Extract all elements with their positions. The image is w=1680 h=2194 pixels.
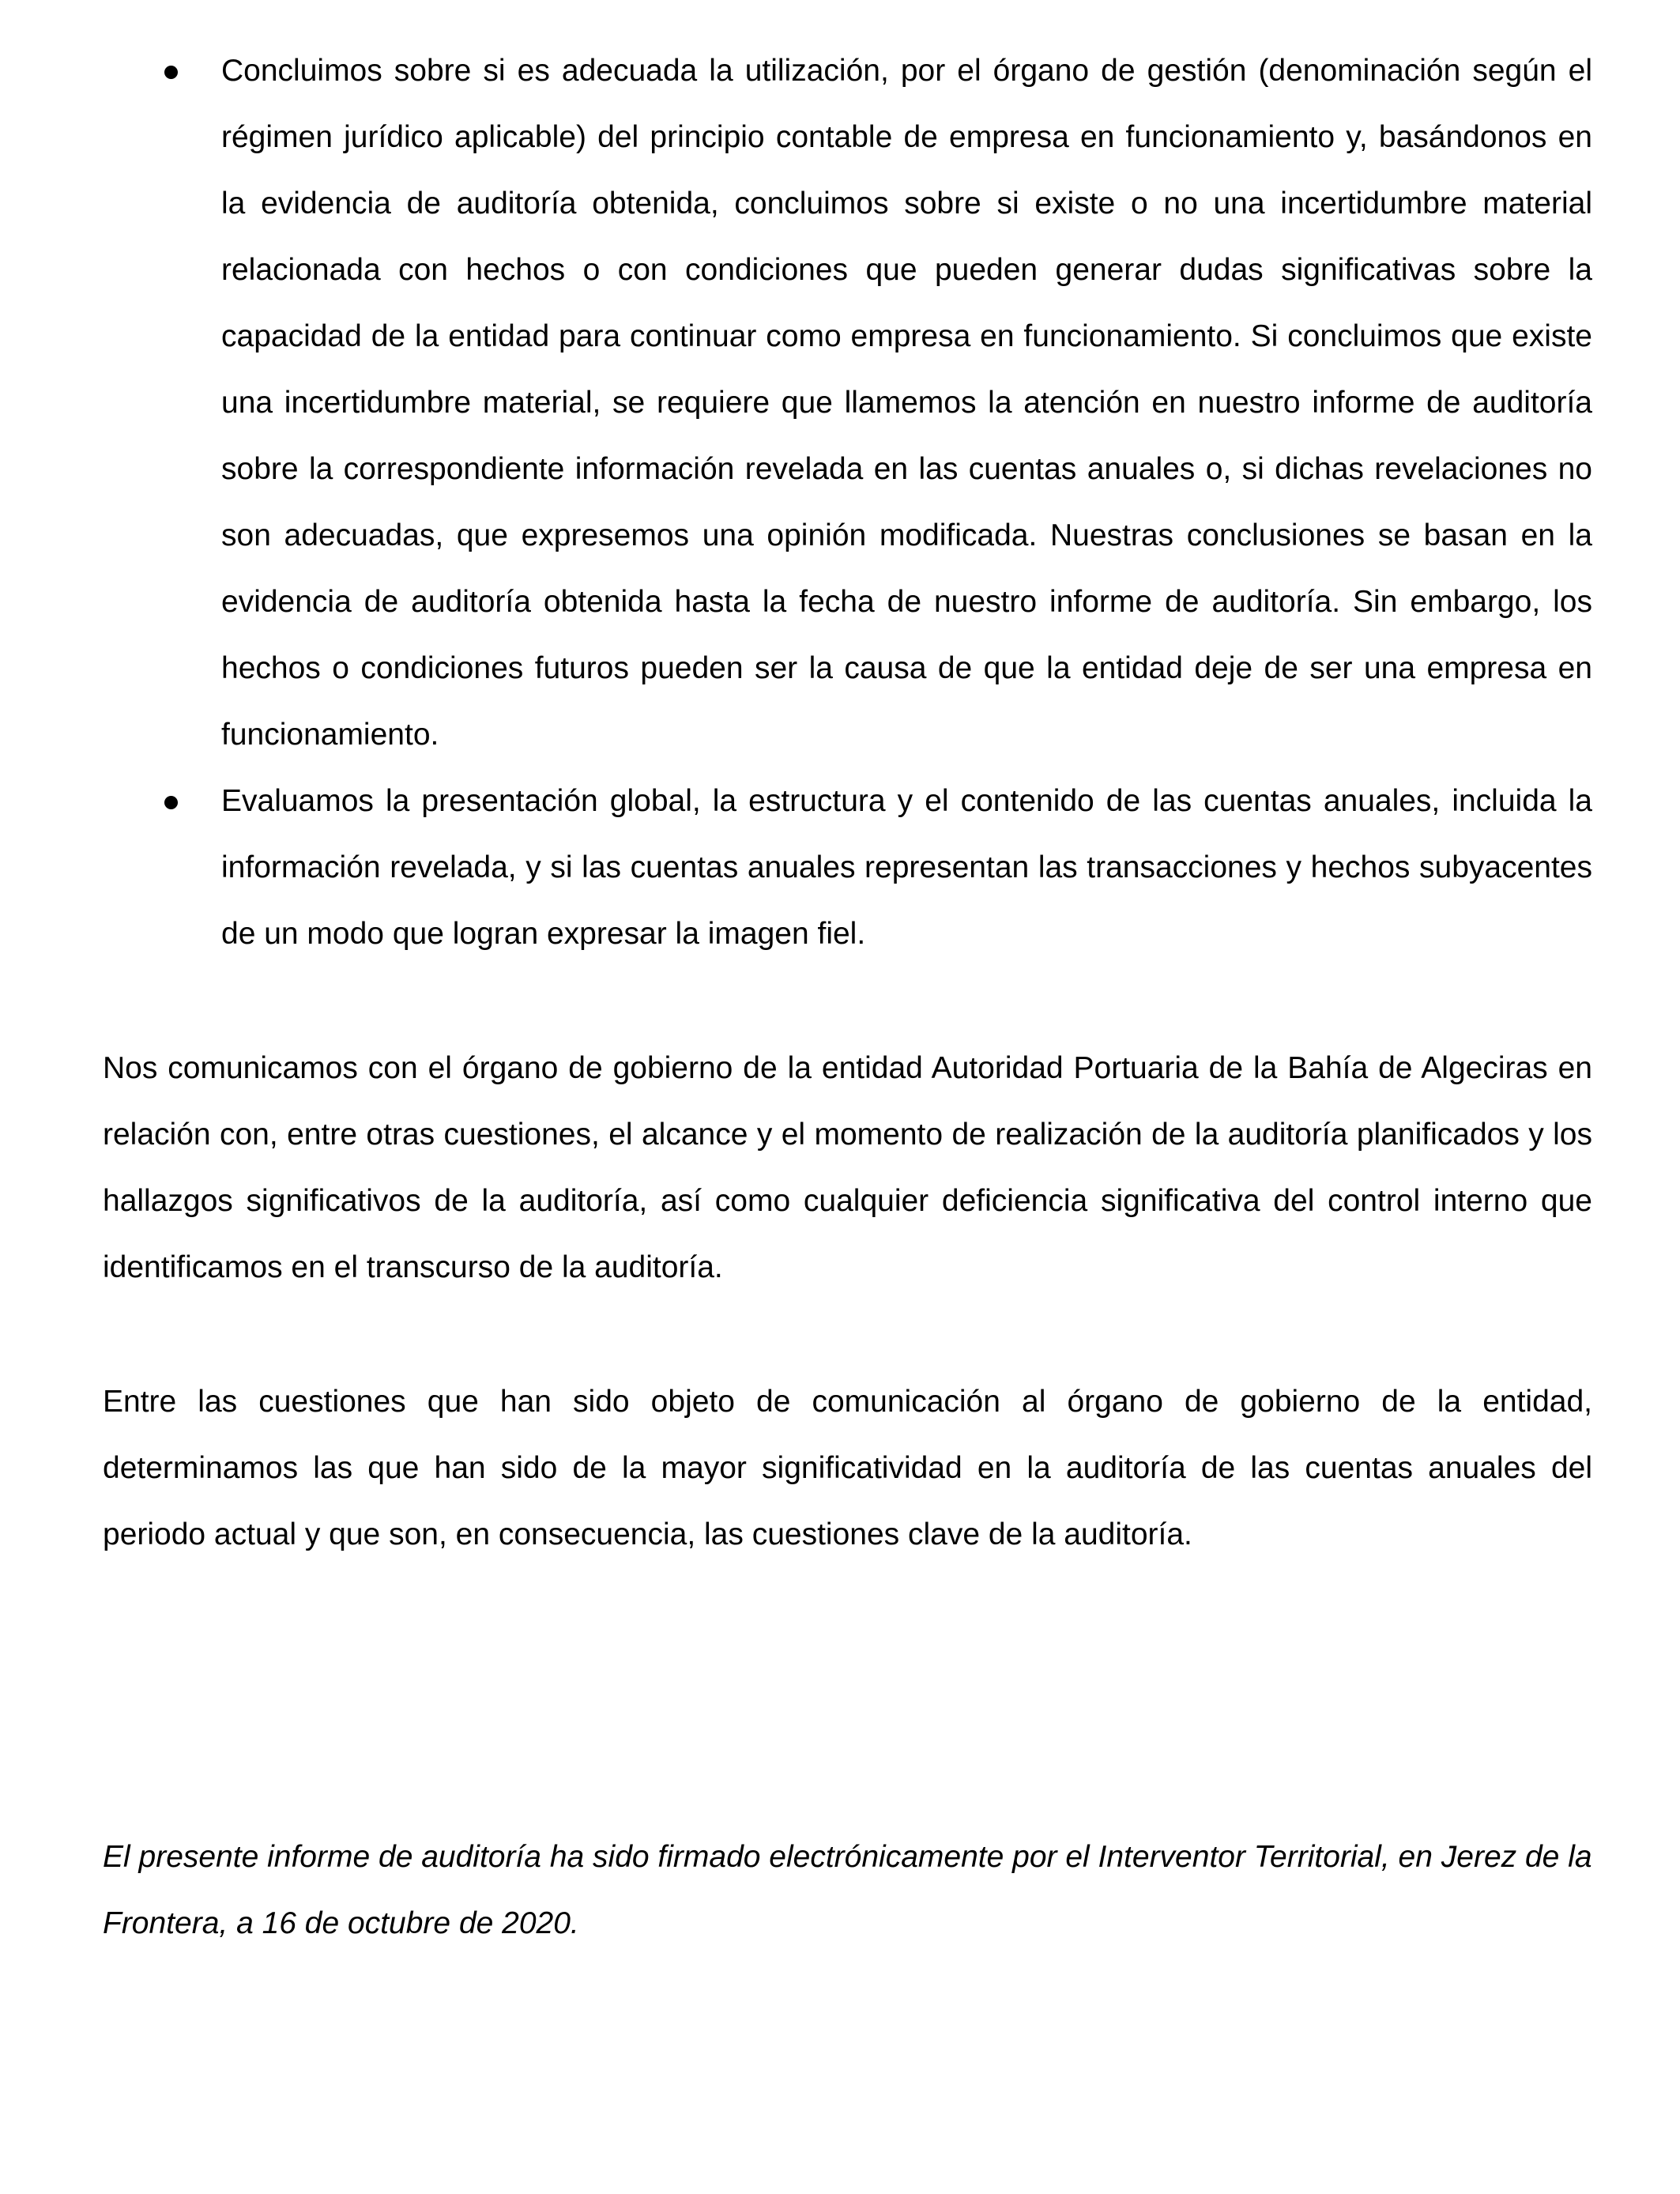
list-item: [103, 768, 1592, 967]
bullet-icon: [164, 66, 178, 79]
document-page: [103, 38, 1592, 1957]
communication-paragraph: Nos comunicamos con el órgano de gobierno de la entidad Autoridad Portuaria de la Bahía de Algeciras en relación con, entre otras cuestiones, el alcance y el momento de realización de la auditoría planificados y los hallazgos significativos de la auditoría, así como cualquier deficiencia significativa del control interno que identificamos en el transcurso de la auditoría.: [103, 1051, 1592, 1284]
bullet-icon: [164, 796, 178, 809]
key-matters-paragraph: Entre las cuestiones que han sido objeto de comunicación al órgano de gobierno de la entidad, determinamos las que han sido de la mayor significatividad en la auditoría de las cuentas anuales del periodo actual y que son, en consecuencia, las cuestiones clave de la auditoría.: [103, 1385, 1592, 1551]
bullet-text: Evaluamos la presentación global, la estructura y el contenido de las cuentas anuales, incluida la información revelada, y si las cuentas anuales representan las transacciones y hechos subyacentes de un modo que logran expresar la imagen fiel.: [221, 784, 1592, 951]
list-item: [103, 38, 1592, 768]
signature-statement: El presente informe de auditoría ha sido firmado electrónicamente por el Interventor Territorial, en Jerez de la Frontera, a 16 de octubre de 2020.: [103, 1840, 1592, 1940]
bullet-list: [103, 38, 1592, 967]
bullet-text: Concluimos sobre si es adecuada la utilización, por el órgano de gestión (denominación según el régimen jurídico aplicable) del principio contable de empresa en funcionamiento y, basándonos en la evidencia de auditoría obtenida, concluimos sobre si existe o no una incertidumbre material relacionada con hechos o con condiciones que pueden generar dudas significativas sobre la capacidad de la entidad para continuar como empresa en funcionamiento. Si concluimos que existe una incertidumbre material, se requiere que llamemos la atención en nuestro informe de auditoría sobre la correspondiente información revelada en las cuentas anuales o, si dichas revelaciones no son adecuadas, que expresemos una opinión modificada. Nuestras conclusiones se basan en la evidencia de auditoría obtenida hasta la fecha de nuestro informe de auditoría. Sin embargo, los hechos o condiciones futuros pueden ser la causa de que la entidad deje de ser una empresa en funcionamiento.: [221, 54, 1592, 752]
